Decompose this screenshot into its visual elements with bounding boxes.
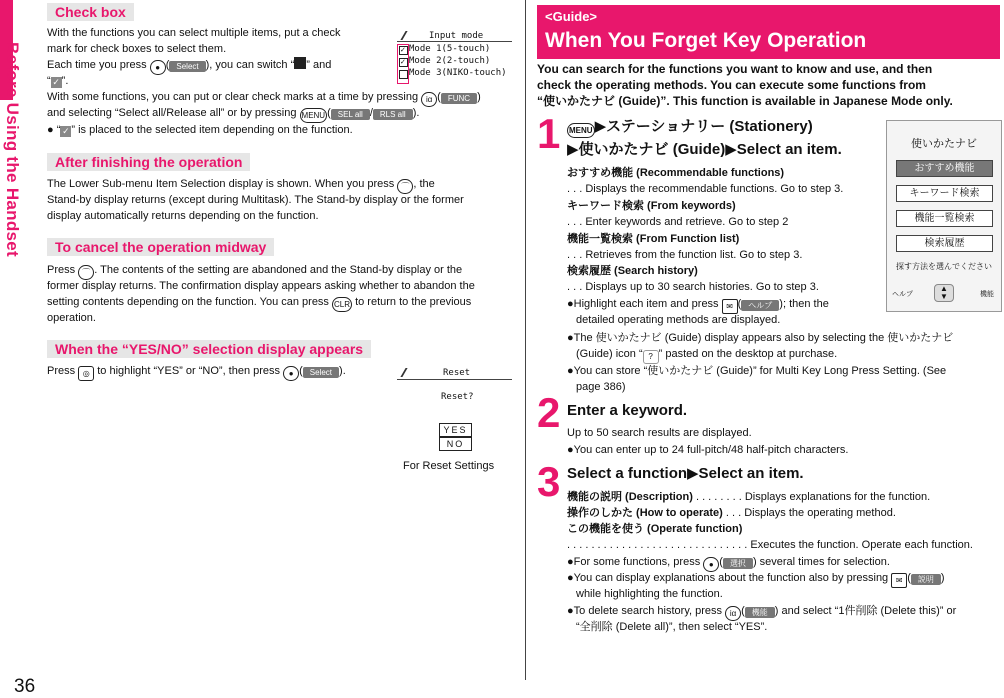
i-key-icon: iα	[725, 606, 741, 621]
step-3-row-2	[567, 505, 896, 521]
menu-item-history[interactable]: 検索履歴	[896, 235, 993, 252]
list-item[interactable]: Mode 2(2-touch)	[409, 56, 491, 66]
check-box-text-4	[47, 73, 68, 89]
text: Each time you press	[47, 59, 147, 71]
text: With some functions, you can put or clear check marks at a time by pressing	[47, 91, 419, 103]
item-label: 機能一覧検索 (From Function list)	[567, 233, 740, 245]
step-3-number: 3	[537, 458, 561, 505]
step-3-row-3: この機能を使う (Operate function)	[567, 523, 743, 535]
text: “	[47, 75, 51, 87]
menu-item-function-list[interactable]: 機能一覧検索	[896, 210, 993, 227]
func-jp-softkey: 機能	[745, 607, 775, 618]
func-softkey: FUNC	[441, 93, 477, 104]
screen-rule	[397, 379, 512, 380]
step-3-row-3-desc: . . . . . . . . . . . . . . . . . . . . . . . . . . . . . . Executes the function. Operate each function.	[567, 539, 973, 551]
after-finishing-header: After finishing the operation	[47, 153, 250, 171]
text: Press	[47, 365, 76, 377]
check-box-text-7	[47, 122, 353, 138]
text: (Guide) icon “	[576, 348, 643, 360]
text: ”.	[61, 75, 69, 87]
cancel-text-4: operation.	[47, 312, 96, 324]
end-key-icon: ⌒	[78, 265, 94, 280]
text: .	[342, 365, 346, 377]
check-box-text-6: and selecting “Select all/Release all” or by pressing MENU ( SEL all / RLS all ).	[47, 105, 419, 123]
page-number: 36	[14, 676, 36, 697]
explain-softkey: 説明	[911, 574, 941, 585]
step-3-bullet-3: ●To delete search history, press iα ( 機能 ) and select “1件削除 (Delete this)” or	[567, 603, 956, 621]
text: setting contents depending on the function. You can press	[47, 296, 329, 308]
enter-key-icon: ●	[150, 60, 166, 75]
text: , the	[413, 178, 435, 190]
menu-key-icon: MENU	[567, 123, 595, 138]
check-box-text-5: With some functions, you can put or clear check marks at a time by pressing iα ( FUNC )	[47, 89, 481, 107]
step-2-number: 2	[537, 389, 561, 436]
select-softkey: Select	[303, 367, 339, 378]
checkbox-checked[interactable]: ✓	[399, 46, 408, 55]
yesno-header: When the “YES/NO” selection display appears	[47, 340, 371, 358]
text: The Lower Sub-menu Item Selection display is shown. When you press	[47, 178, 395, 190]
screen-title: Input mode	[429, 31, 484, 41]
step-1-bullet-1: ●Highlight each item and press ✉ ( ヘルプ ); then the	[567, 296, 829, 314]
guide-title-banner	[537, 5, 1000, 59]
intro-1: You can search for the functions you want to know and use, and then	[537, 62, 933, 76]
text: . The contents of the setting are abandoned and the Stand-by display or the	[94, 264, 463, 276]
i-key-icon: iα	[421, 92, 437, 107]
text: ●You can display explanations about the function also by pressing	[567, 572, 889, 584]
guide-icon: ?	[643, 350, 659, 364]
text: , you can switch “	[209, 59, 295, 71]
text: ●To delete search history, press	[567, 605, 723, 617]
help-softkey: ヘルプ	[741, 300, 779, 311]
step-1-line-1	[567, 116, 813, 138]
side-tab	[0, 0, 36, 697]
guide-right-softkey[interactable]: 機能	[980, 291, 994, 298]
text: ” pasted on the desktop at purchase.	[658, 348, 838, 360]
mail-key-icon: ✉	[891, 573, 907, 588]
step-3-title: Select a function▶Select an item.	[567, 465, 804, 482]
nav-arrows-icon: ▲ ▼	[934, 284, 954, 302]
text: ); then the	[779, 298, 829, 310]
text: ▶ステーショナリー (Stationery)	[594, 118, 813, 135]
menu-item-recommended[interactable]: おすすめ機能	[896, 160, 993, 177]
column-divider	[525, 0, 526, 680]
no-option[interactable]: NO	[439, 437, 472, 451]
checkbox-checked[interactable]: ✓	[399, 58, 408, 67]
guide-title: When You Forget Key Operation	[545, 29, 867, 52]
guide-softkey-bar	[890, 284, 996, 301]
step-1-line-2: ▶使いかたナビ (Guide)▶Select an item.	[567, 141, 842, 158]
pencil-icon	[400, 368, 407, 377]
item-label: 検索履歴 (Search history)	[567, 265, 698, 277]
nav-key-icon: ◎	[78, 366, 94, 381]
step-3-row-1	[567, 489, 930, 505]
checked-checkbox-icon: ✓	[62, 126, 70, 136]
check-box-text-3: Each time you press ● ( Select ), you can switch “ ” and	[47, 57, 331, 75]
cancel-text-3	[47, 294, 471, 312]
step-3-bullet-2: ●You can display explanations about the function also by pressing ✉ ( 説明 )	[567, 570, 945, 588]
reset-question: Reset?	[441, 392, 474, 402]
step-1-bullet-3: ●You can store “使いかたナビ (Guide)” for Multi Key Long Press Setting. (See	[567, 365, 947, 377]
empty-checkbox-icon	[294, 57, 306, 69]
input-mode-screen	[396, 30, 515, 87]
step-2-text: Up to 50 search results are displayed.	[567, 427, 752, 439]
item-label: おすすめ機能 (Recommendable functions)	[567, 167, 785, 179]
text: ● “	[47, 124, 61, 136]
step-1-number: 1	[537, 110, 561, 157]
guide-tag: <Guide>	[545, 9, 598, 24]
yes-option[interactable]: YES	[439, 423, 472, 437]
step-2-title: Enter a keyword.	[567, 402, 688, 419]
text: 操作のしかた (How to operate)	[567, 507, 723, 519]
step-1-bullet-3b: page 386)	[576, 381, 626, 393]
intro-3: “使いかたナビ (Guide)”. This function is available in Japanese Mode only.	[537, 94, 953, 108]
after-text-3: display automatically returns depending on the function.	[47, 210, 319, 222]
enter-key-icon: ●	[283, 366, 299, 381]
text: 機能の説明 (Description)	[567, 491, 693, 503]
guide-left-softkey[interactable]: ヘルプ	[892, 291, 913, 298]
text: ) several times for selection.	[752, 556, 890, 568]
menu-key-icon: MENU	[300, 108, 328, 123]
enter-key-icon: ●	[703, 557, 719, 572]
text: to highlight “YES” or “NO”, then press	[97, 365, 281, 377]
list-item[interactable]: Mode 1(5-touch)	[409, 44, 491, 54]
text: ” is placed to the selected item depending on the function.	[71, 124, 353, 136]
text: . . . . . . . . Displays explanations for the function.	[692, 491, 931, 503]
step-1-bullet-2b	[576, 346, 837, 364]
item-label: キーワード検索 (From keywords)	[567, 200, 736, 212]
reset-caption: For Reset Settings	[403, 460, 495, 472]
guide-screen-hint: 探す方法を選んでください	[896, 262, 992, 271]
menu-item-keyword[interactable]: キーワード検索	[896, 185, 993, 202]
rlsall-softkey: RLS all	[373, 109, 413, 120]
item-desc: . . . Enter keywords and retrieve. Go to step 2	[567, 216, 789, 228]
screen-rule	[397, 41, 512, 42]
text: Press	[47, 264, 76, 276]
check-box-text-1: With the functions you can select multiple items, put a check	[47, 27, 341, 39]
after-text-2: Stand-by display returns (except during Multitask). The Stand-by display or the former	[47, 194, 464, 206]
text: ” and	[306, 59, 332, 71]
selall-softkey: SEL all	[331, 109, 370, 120]
text: . . . Displays the operating method.	[722, 507, 896, 519]
yesno-text-1: Press ◎ to highlight “YES” or “NO”, then press ● ( Select ).	[47, 363, 346, 381]
reset-screen	[396, 367, 515, 459]
item-desc: . . . Displays the recommendable functions. Go to step 3.	[567, 183, 844, 195]
mail-key-icon: ✉	[722, 299, 738, 314]
text: and selecting “Select all/Release all” or by pressing	[47, 107, 297, 119]
cancel-text-2: former display returns. The confirmation display appears asking whether to abandon the	[47, 280, 475, 292]
select-jp-softkey: 選択	[723, 558, 753, 569]
check-box-header: Check box	[47, 3, 134, 21]
text: ) and select “1件削除 (Delete this)” or	[774, 605, 957, 617]
end-key-icon: ⌒	[397, 179, 413, 194]
screen-title: Reset	[443, 368, 471, 378]
guide-screen-title: 使いかたナビ	[911, 138, 977, 150]
check-box-text-2: mark for check boxes to select them.	[47, 43, 227, 55]
checked-checkbox-icon: ✓	[52, 77, 60, 87]
item-desc: . . . Displays up to 30 search histories. Go to step 3.	[567, 281, 819, 293]
step-3-bullet-2b: while highlighting the function.	[576, 588, 723, 600]
step-2-bullet: ●You can enter up to 24 full-pitch/48 half-pitch characters.	[567, 444, 849, 456]
text: ●For some functions, press	[567, 556, 701, 568]
chapter-title: Before Using the Handset	[3, 42, 22, 258]
intro-2: check the operating methods. You can execute some functions from	[537, 78, 926, 92]
text: ●Highlight each item and press	[567, 298, 719, 310]
step-3-bullet-1: ●For some functions, press ● ( 選択 ) several times for selection.	[567, 554, 890, 572]
step-3-bullet-3b: “全削除 (Delete all)”, then select “YES”.	[576, 621, 768, 633]
checkbox-empty[interactable]	[399, 70, 408, 79]
cancel-header: To cancel the operation midway	[47, 238, 274, 256]
select-softkey: Select	[169, 61, 205, 72]
item-desc: . . . Retrieves from the function list. Go to step 3.	[567, 249, 803, 261]
step-1-bullet-2: ●The 使いかたナビ (Guide) display appears also by selecting the 使いかたナビ	[567, 332, 954, 344]
clr-key-icon: CLR	[332, 297, 352, 312]
pencil-icon	[400, 31, 407, 40]
step-1-bullet-1b: detailed operating methods are displayed.	[576, 314, 781, 326]
list-item[interactable]: Mode 3(NIKO-touch)	[409, 68, 507, 78]
text: to return to the previous	[355, 296, 472, 308]
